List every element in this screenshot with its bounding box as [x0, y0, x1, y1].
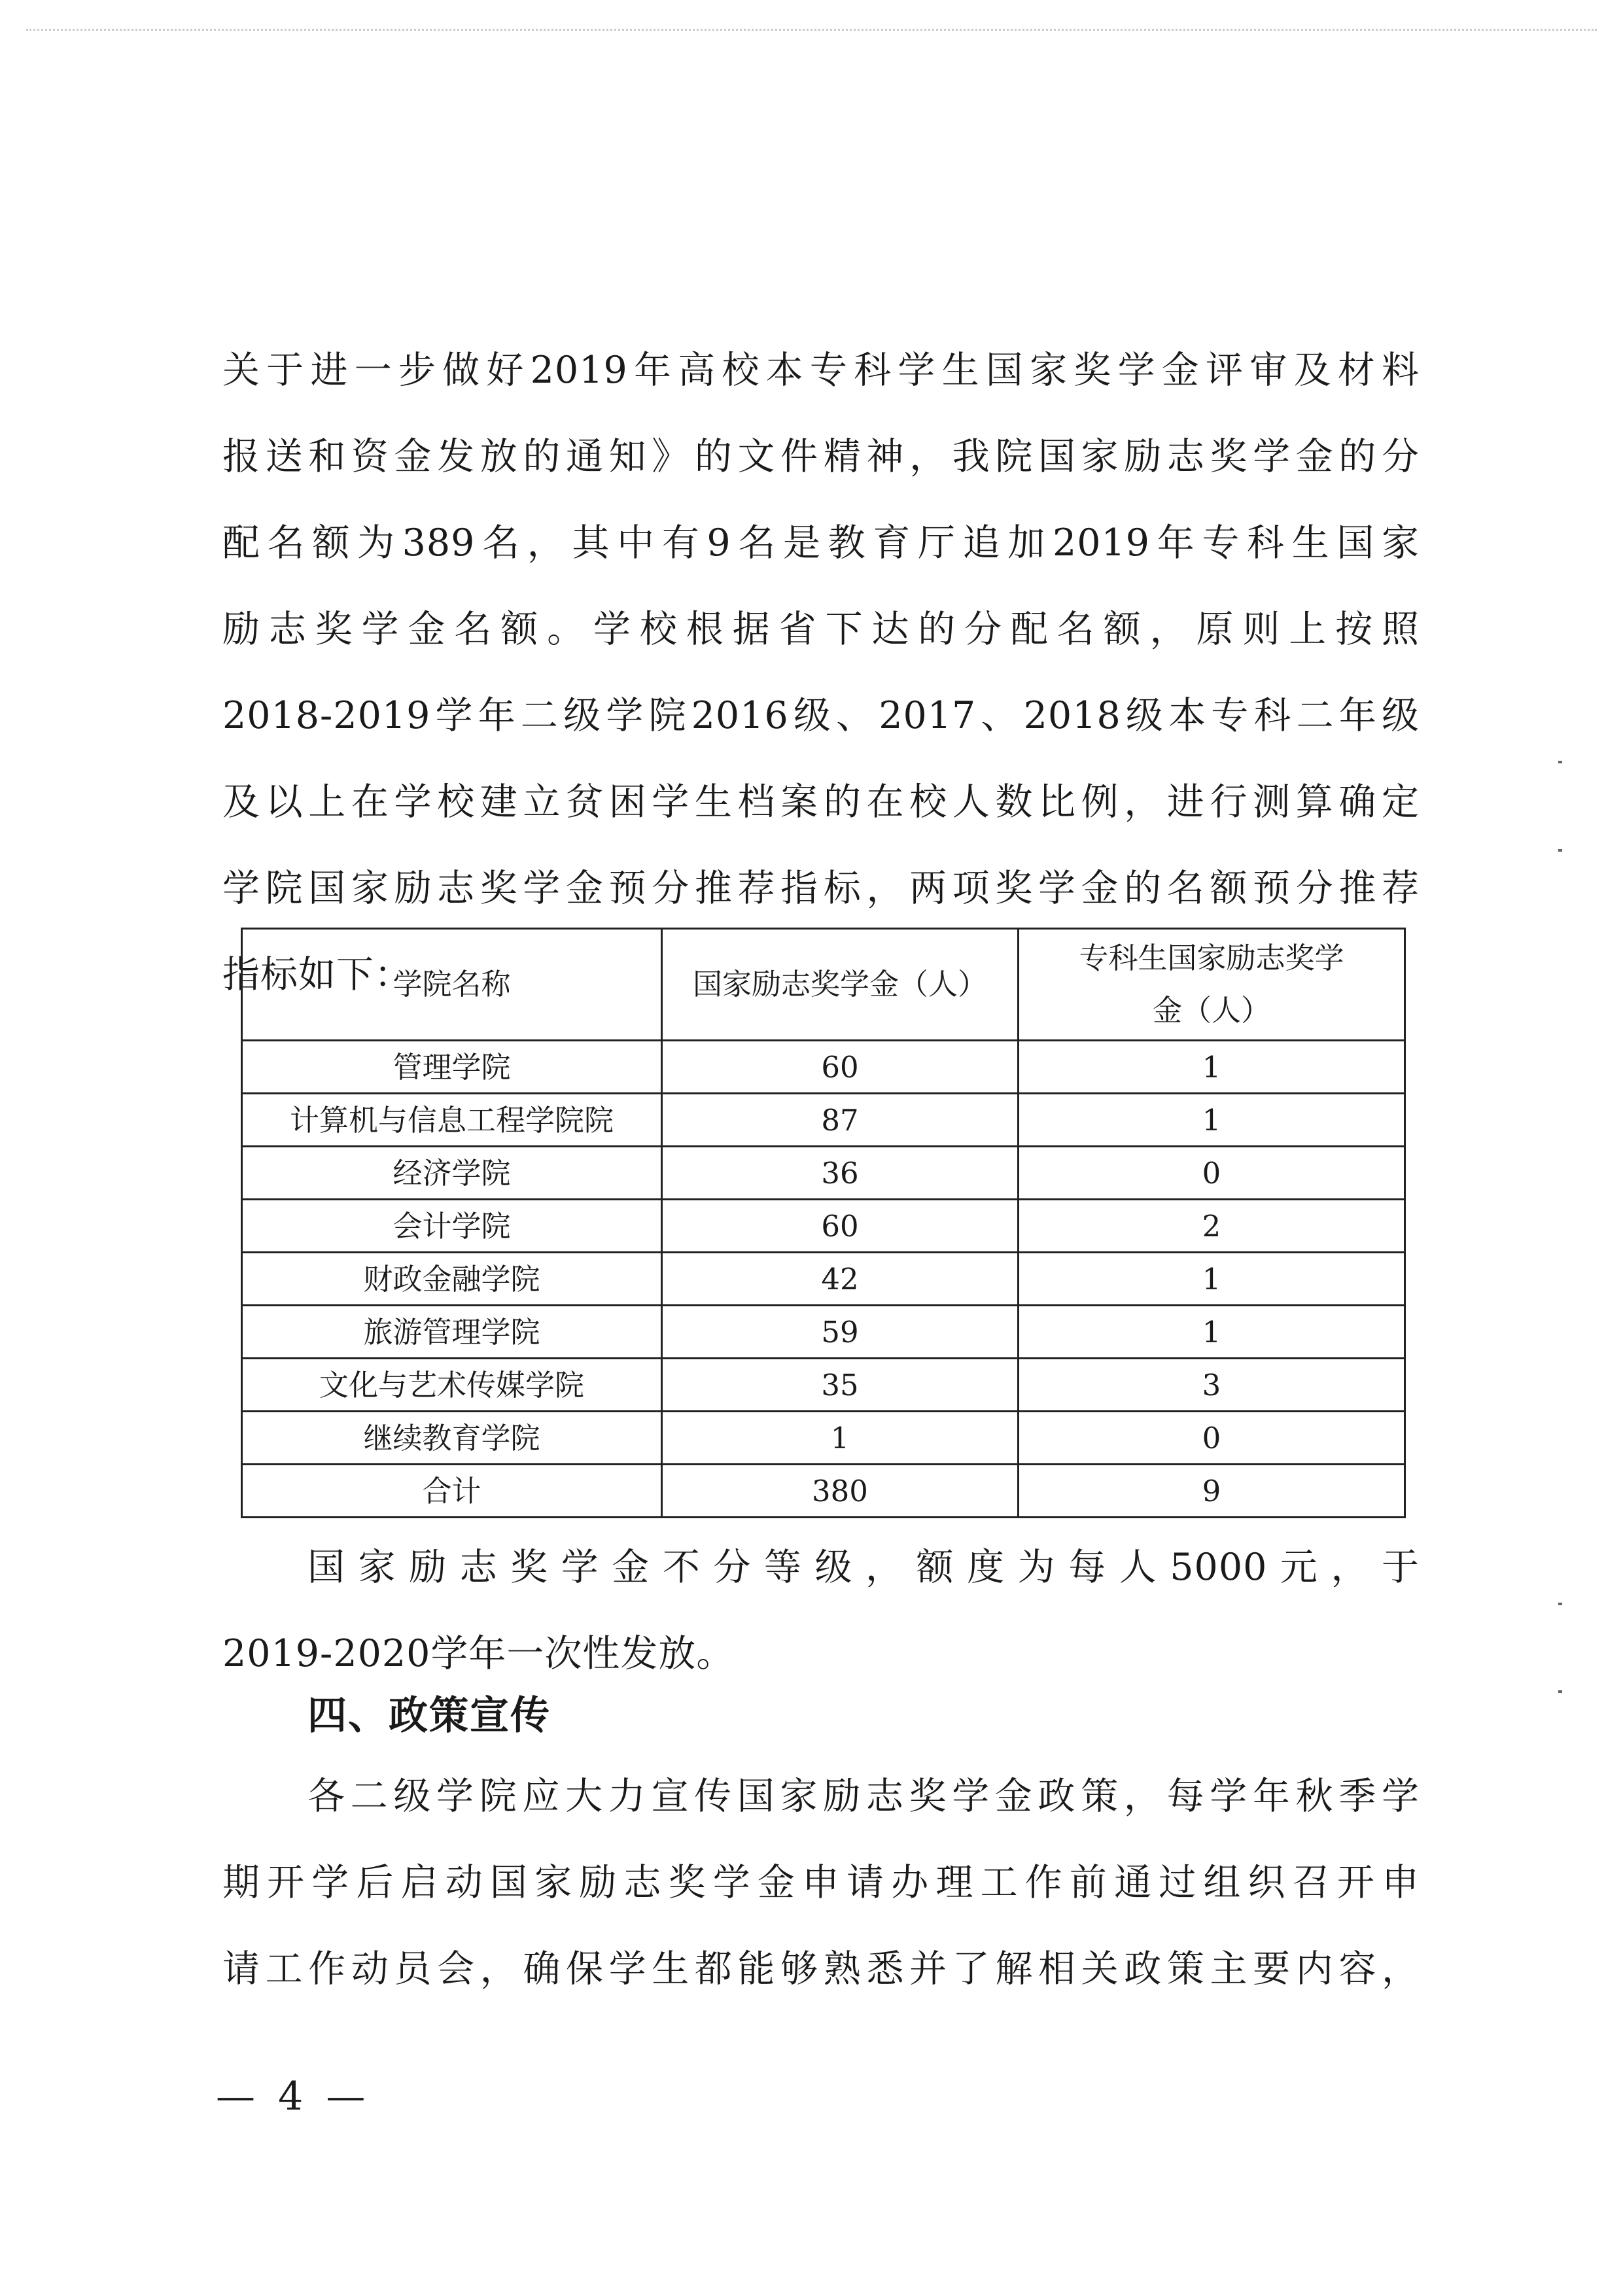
cell-national-count: 42	[662, 1253, 1019, 1306]
text-line: 2018-2019学年二级学院2016级、2017、2018级本专科二年级	[222, 694, 1420, 737]
paragraph-allocation-basis	[222, 327, 1420, 1018]
top-scan-edge	[26, 29, 1597, 31]
paragraph-policy-publicity	[222, 1753, 1420, 2012]
cell-junior-count: 1	[1019, 1253, 1405, 1306]
cell-college-name: 旅游管理学院	[242, 1306, 662, 1359]
cell-junior-count: 3	[1019, 1359, 1405, 1412]
table-header-row	[242, 929, 1405, 1041]
cell-national-count: 60	[662, 1200, 1019, 1253]
text-line: 指标如下：	[222, 953, 412, 996]
cell-college-name: 继续教育学院	[242, 1412, 662, 1465]
scan-speck	[1558, 1690, 1562, 1693]
cell-national-count: 60	[662, 1041, 1019, 1094]
text-line: 2019-2020学年一次性发放。	[222, 1632, 735, 1675]
scan-speck	[1558, 1603, 1562, 1605]
cell-junior-count: 0	[1019, 1147, 1405, 1200]
scan-speck	[1558, 849, 1562, 852]
allocation-table	[241, 928, 1406, 1518]
cell-national-count: 36	[662, 1147, 1019, 1200]
text-line: 学院国家励志奖学金预分推荐指标，两项奖学金的名额预分推荐	[222, 867, 1420, 910]
text-line: 配名额为389名，其中有9名是教育厅追加2019年专科生国家	[222, 521, 1420, 565]
text-line: 励志奖学金名额。学校根据省下达的分配名额，原则上按照	[222, 608, 1420, 651]
table-row	[242, 1147, 1405, 1200]
cell-junior-count: 2	[1019, 1200, 1405, 1253]
cell-national-count: 1	[662, 1412, 1019, 1465]
text-line: 关于进一步做好2019年高校本专科学生国家奖学金评审及材料	[222, 349, 1420, 392]
section-heading-policy-publicity: 四、政策宣传	[307, 1693, 551, 1739]
cell-college-name: 会计学院	[242, 1200, 662, 1253]
header-junior-scholarship: 专科生国家励志奖学金（人）	[1019, 929, 1405, 1041]
scan-speck	[1558, 761, 1562, 763]
cell-junior-count: 0	[1019, 1412, 1405, 1465]
cell-national-count: 35	[662, 1359, 1019, 1412]
table-row	[242, 1412, 1405, 1465]
cell-college-name: 财政金融学院	[242, 1253, 662, 1306]
cell-college-name: 管理学院	[242, 1041, 662, 1094]
cell-junior-count: 1	[1019, 1306, 1405, 1359]
table-row	[242, 1200, 1405, 1253]
table-row	[242, 1306, 1405, 1359]
cell-total-label: 合计	[242, 1465, 662, 1518]
cell-national-count: 87	[662, 1094, 1019, 1147]
cell-national-count: 59	[662, 1306, 1019, 1359]
page-number: — 4 —	[216, 2074, 371, 2119]
cell-total-junior: 9	[1019, 1465, 1405, 1518]
paragraph-amount	[222, 1524, 1420, 1697]
text-line: 请工作动员会，确保学生都能够熟悉并了解相关政策主要内容，	[222, 1947, 1420, 1991]
cell-college-name: 文化与艺术传媒学院	[242, 1359, 662, 1412]
text-line: 报送和资金发放的通知》的文件精神，我院国家励志奖学金的分	[222, 435, 1420, 478]
table-row	[242, 1094, 1405, 1147]
cell-college-name: 计算机与信息工程学院院	[242, 1094, 662, 1147]
cell-junior-count: 1	[1019, 1094, 1405, 1147]
table-row	[242, 1253, 1405, 1306]
header-national-scholarship: 国家励志奖学金（人）	[662, 929, 1019, 1041]
text-line: 期开学后启动国家励志奖学金申请办理工作前通过组织召开申	[222, 1861, 1420, 1904]
cell-junior-count: 1	[1019, 1041, 1405, 1094]
cell-total-national: 380	[662, 1465, 1019, 1518]
header-college-name: 学院名称	[242, 929, 662, 1041]
table-total-row	[242, 1465, 1405, 1518]
table-row	[242, 1041, 1405, 1094]
table-row	[242, 1359, 1405, 1412]
text-line: 国家励志奖学金不分等级，额度为每人5000元，于	[307, 1546, 1420, 1589]
text-line: 各二级学院应大力宣传国家励志奖学金政策，每学年秋季学	[307, 1775, 1420, 1818]
cell-college-name: 经济学院	[242, 1147, 662, 1200]
text-line: 及以上在学校建立贫困学生档案的在校人数比例，进行测算确定	[222, 780, 1420, 824]
